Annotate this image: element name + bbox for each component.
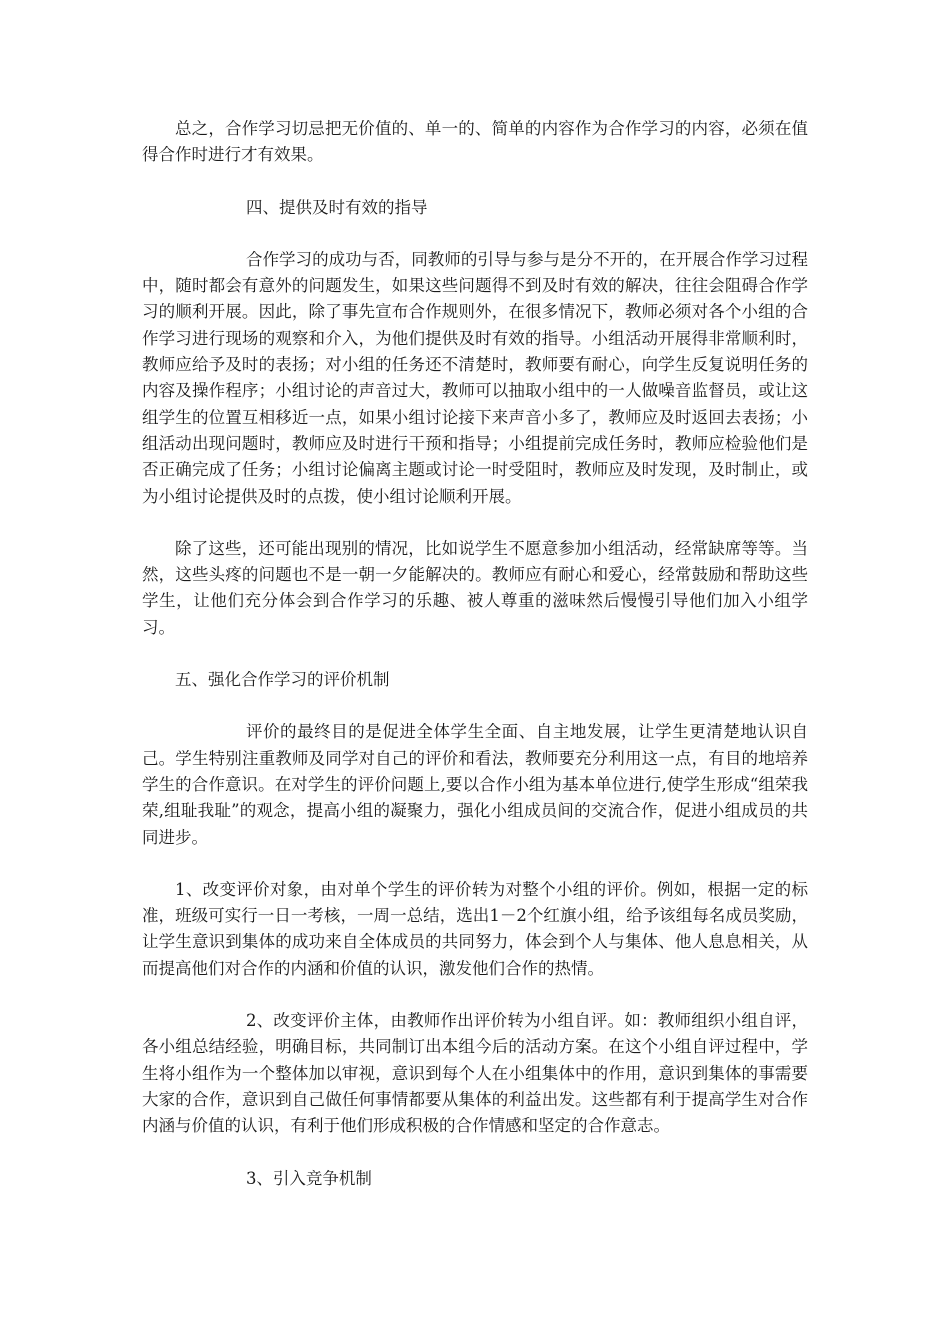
list-item-2: 2、改变评价主体，由教师作出评价转为小组自评。如：教师组织小组自评，各小组总结经验，明确目标，共同制订出本组今后的活动方案。在这个小组自评过程中，学生将小组作为一个整体加以审视，意识到每个人在小组集体中的作用，意识到集体的事需要大家的合作，意识到自己做任何事情都要从集体的利益出发。这些都有利于提高学生对合作内涵与价值的认识，有利于他们形成积极的合作情感和坚定的合作意志。 [142, 1011, 808, 1136]
paragraph-evaluation: 评价的最终目的是促进全体学生全面、自主地发展，让学生更清楚地认识自己。学生特别注重教师及同学对自己的评价和看法，教师要充分利用这一点，有目的地培养学生的合作意识。在对学生的评价问题上,要以合作小组为基本单位进行,使学生形成“组荣我荣,组耻我耻”的观念，提高小组的凝聚力，强化小组成员间的交流合作，促进小组成员的共同进步。 [142, 722, 808, 847]
document-body [142, 116, 808, 1218]
section-heading-5: 五、强化合作学习的评价机制 [175, 670, 390, 690]
list-item-3: 3、引入竞争机制 [245, 1168, 372, 1188]
paragraph-summary: 总之，合作学习切忌把无价值的、单一的、简单的内容作为合作学习的内容，必须在值得合作时进行才有效果。 [142, 119, 808, 165]
paragraph-guidance: 合作学习的成功与否，同教师的引导与参与是分不开的，在开展合作学习过程中，随时都会有意外的问题发生，如果这些问题得不到及时有效的解决，往往会阻碍合作学习的顺利开展。因此，除了事先宣布合作规则外，在很多情况下，教师必须对各个小组的合作学习进行现场的观察和介入，为他们提供及时有效的指导。小组活动开展得非常顺利时，教师应给予及时的表扬；对小组的任务还不清楚时，教师要有耐心，向学生反复说明任务的内容及操作程序；小组讨论的声音过大，教师可以抽取小组中的一人做噪音监督员，或让这组学生的位置互相移近一点，如果小组讨论接下来声音小多了，教师应及时返回去表扬；小组活动出现问题时，教师应及时进行干预和指导；小组提前完成任务时，教师应检验他们是否正确完成了任务；小组讨论偏离主题或讨论一时受阻时，教师应及时发现，及时制止，或为小组讨论提供及时的点拨，使小组讨论顺利开展。 [142, 249, 808, 506]
section-heading-4: 四、提供及时有效的指导 [245, 197, 428, 217]
list-item-1: 1、改变评价对象，由对单个学生的评价转为对整个小组的评价。例如，根据一定的标准，班级可实行一日一考核，一周一总结，选出1－2个红旗小组，给予该组每名成员奖励，让学生意识到集体的成功来自全体成员的共同努力，体会到个人与集体、他人息息相关，从而提高他们对合作的内涵和价值的认识，激发他们合作的热情。 [142, 879, 808, 978]
paragraph-special-cases: 除了这些，还可能出现别的情况，比如说学生不愿意参加小组活动，经常缺席等等。当然，这些头疼的问题也不是一朝一夕能解决的。教师应有耐心和爱心，经常鼓励和帮助这些学生，让他们充分体会到合作学习的乐趣、被人尊重的滋味然后慢慢引导他们加入小组学习。 [142, 538, 808, 637]
